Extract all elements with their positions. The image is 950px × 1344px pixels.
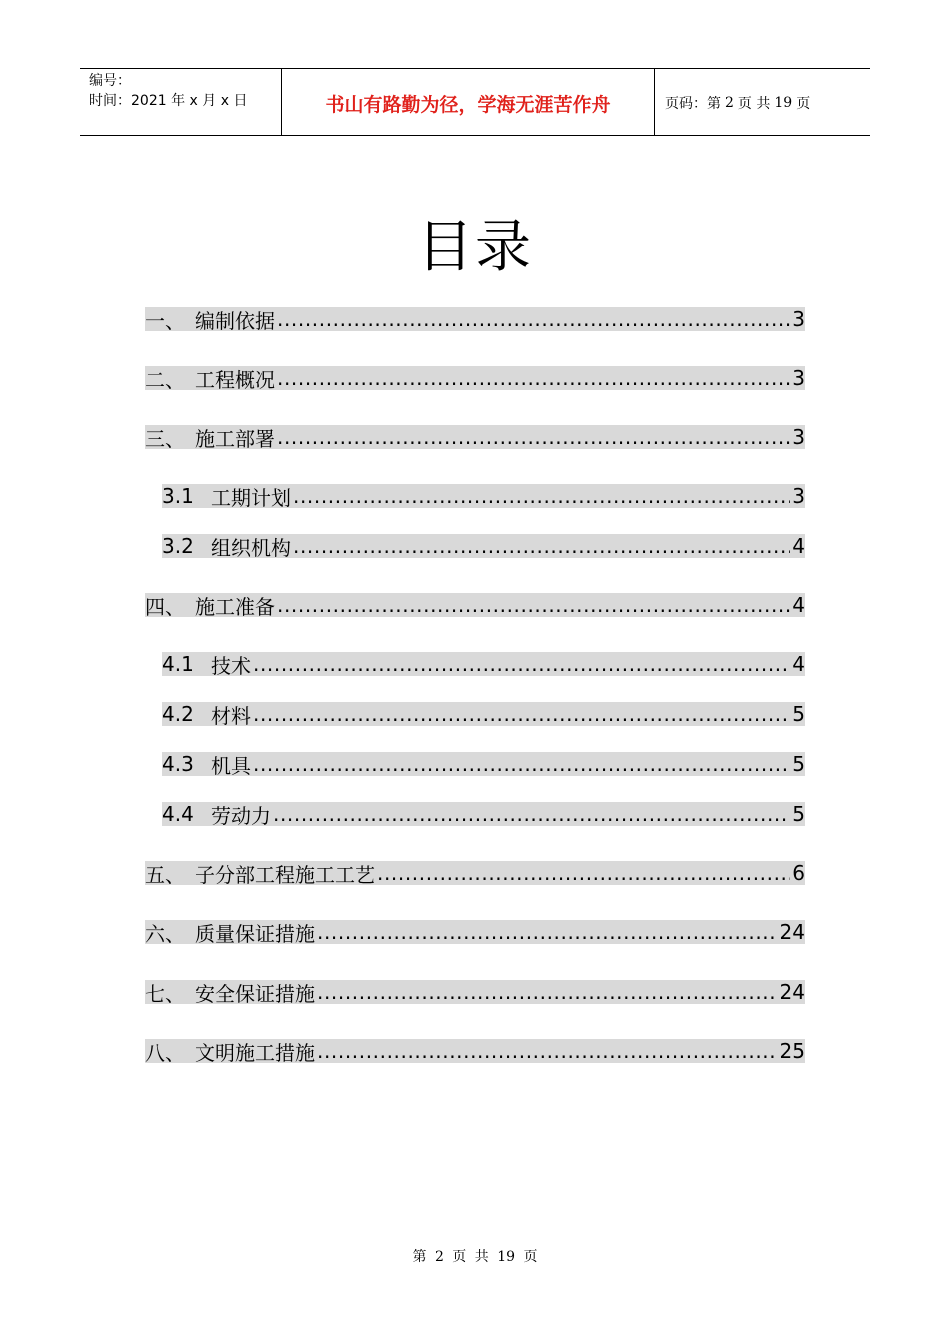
toc-item[interactable] xyxy=(145,305,805,333)
header-motto: 书山有路勤为径，学海无涯苦作舟 xyxy=(282,69,655,135)
toc-leader xyxy=(253,752,790,776)
toc-leader xyxy=(317,920,778,944)
toc-item-number: 六、 xyxy=(145,921,185,946)
toc-item-text: 劳动力 xyxy=(211,803,271,828)
toc-item-text: 安全保证措施 xyxy=(195,981,315,1006)
toc-item[interactable] xyxy=(145,918,805,946)
toc-item[interactable] xyxy=(162,800,805,828)
toc-item-number: 3.1 xyxy=(162,484,194,508)
toc-leader xyxy=(317,980,778,1004)
toc-item-page: 4 xyxy=(792,652,805,676)
toc-item-number: 4.4 xyxy=(162,802,194,826)
page-current: 2 xyxy=(725,95,734,111)
toc-item-number: 4.3 xyxy=(162,752,194,776)
toc-item[interactable] xyxy=(145,591,805,619)
toc-item-number: 3.2 xyxy=(162,534,194,558)
time-label: 时间：2021 年 x 月 x 日 xyxy=(89,93,248,109)
toc-item-text: 组织机构 xyxy=(211,535,291,560)
toc-item-number: 五、 xyxy=(145,862,185,887)
toc-leader xyxy=(277,593,790,617)
toc-item-number: 三、 xyxy=(145,426,185,451)
toc-item-page: 24 xyxy=(779,920,805,944)
page-prefix: 页码：第 xyxy=(665,96,721,112)
toc-item-text: 材料 xyxy=(211,703,251,728)
toc-leader xyxy=(253,652,790,676)
toc-item[interactable] xyxy=(145,978,805,1006)
toc-item-text: 施工准备 xyxy=(195,594,275,619)
toc-item-page: 5 xyxy=(792,802,805,826)
toc-item-page: 25 xyxy=(779,1039,805,1063)
toc-item-text: 质量保证措施 xyxy=(195,921,315,946)
toc-item-page: 24 xyxy=(779,980,805,1004)
toc-leader xyxy=(293,534,790,558)
toc-item[interactable] xyxy=(145,423,805,451)
toc-leader xyxy=(277,307,790,331)
toc-item-number: 一、 xyxy=(145,308,185,333)
page-mid: 页 共 xyxy=(737,96,771,112)
toc-item[interactable] xyxy=(145,859,805,887)
toc-item-text: 机具 xyxy=(211,753,251,778)
toc-item[interactable] xyxy=(162,532,805,560)
toc-item[interactable] xyxy=(145,1037,805,1065)
toc-item-page: 3 xyxy=(792,366,805,390)
toc-item-page: 3 xyxy=(792,484,805,508)
toc-item-text: 工期计划 xyxy=(211,485,291,510)
toc-item-page: 3 xyxy=(792,307,805,331)
toc-item-text: 技术 xyxy=(211,653,251,678)
toc-leader xyxy=(273,802,790,826)
toc-item-number: 4.1 xyxy=(162,652,194,676)
toc-item-text: 工程概况 xyxy=(195,367,275,392)
toc-leader xyxy=(253,702,790,726)
toc-leader xyxy=(293,484,790,508)
toc-item-text: 子分部工程施工工艺 xyxy=(195,862,375,887)
page-footer: 第 2 页 共 19 页 xyxy=(412,1249,538,1265)
toc-item[interactable] xyxy=(162,750,805,778)
toc-item-number: 4.2 xyxy=(162,702,194,726)
toc-item-page: 5 xyxy=(792,752,805,776)
toc-leader xyxy=(317,1039,778,1063)
toc-item[interactable] xyxy=(162,650,805,678)
toc-item[interactable] xyxy=(162,482,805,510)
toc-item-page: 4 xyxy=(792,593,805,617)
page-suffix: 页 xyxy=(796,96,811,112)
toc-item-page: 5 xyxy=(792,702,805,726)
toc-item-text: 文明施工措施 xyxy=(195,1040,315,1065)
toc-leader xyxy=(277,366,790,390)
toc-title: 目录 xyxy=(417,215,533,280)
toc-item-text: 施工部署 xyxy=(195,426,275,451)
toc-item-page: 4 xyxy=(792,534,805,558)
toc-item-page: 3 xyxy=(792,425,805,449)
code-label: 编号： xyxy=(89,73,131,89)
header-page-info xyxy=(655,69,870,135)
header-meta xyxy=(80,69,282,135)
toc-item-text: 编制依据 xyxy=(195,308,275,333)
toc-leader xyxy=(377,861,790,885)
toc-item-number: 七、 xyxy=(145,981,185,1006)
toc-item-number: 二、 xyxy=(145,367,185,392)
page-header xyxy=(80,68,870,136)
toc-item-number: 四、 xyxy=(145,594,185,619)
toc-leader xyxy=(277,425,790,449)
toc-item[interactable] xyxy=(162,700,805,728)
toc-item-page: 6 xyxy=(792,861,805,885)
toc-item-number: 八、 xyxy=(145,1040,185,1065)
page-total: 19 xyxy=(774,95,793,111)
toc-item[interactable] xyxy=(145,364,805,392)
